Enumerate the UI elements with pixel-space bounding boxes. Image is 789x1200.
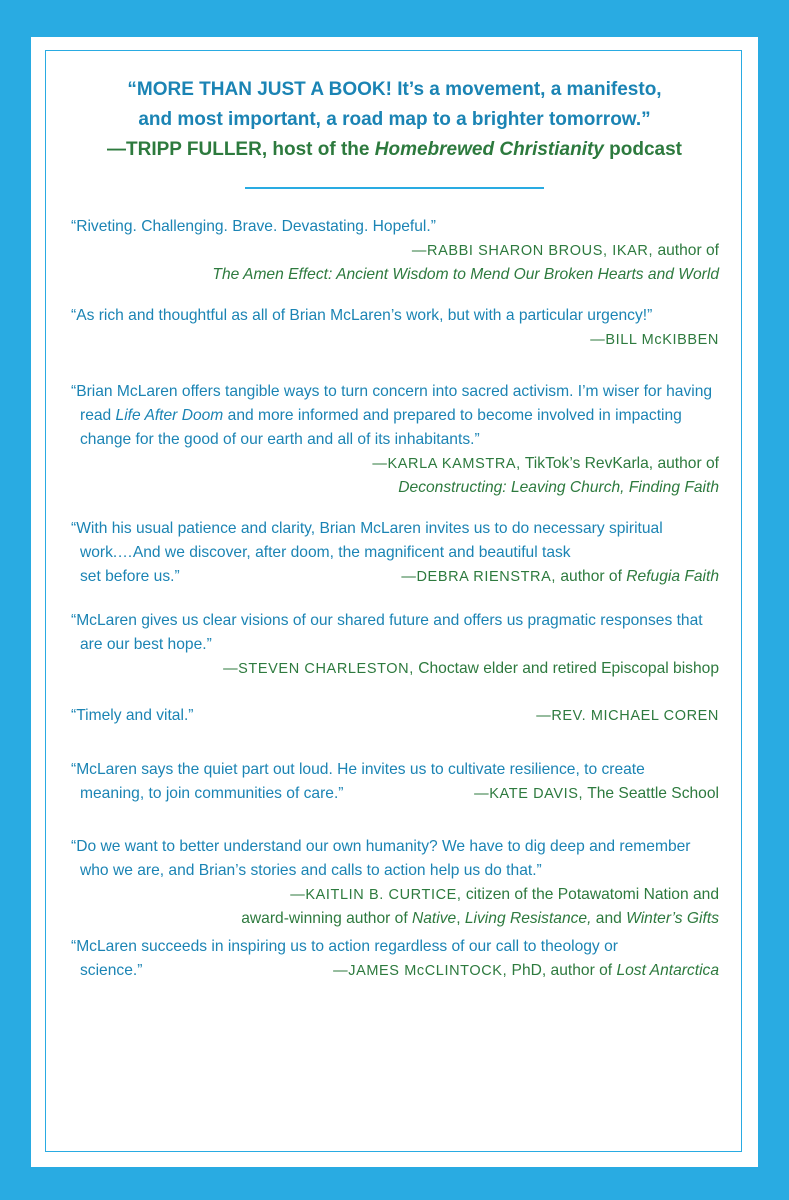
blurb-attribution: —KARLA KAMSTRA, TikTok’s RevKarla, author of [372,455,719,472]
blurb-split-line: set before us.” —DEBRA RIENSTRA, author of Refugia Faith [71,565,719,589]
blurb-mcclintock [71,935,719,983]
headline-blurb [31,75,758,165]
blurb-quote: “McLaren succeeds in inspiring us to action regardless of our call to theology or [71,938,618,955]
blurb-quote: “McLaren says the quiet part out loud. He invites us to cultivate resilience, to create [71,761,645,778]
blurb-curtice [71,835,719,931]
blurb-charleston [71,609,719,681]
blurb-brous [71,215,719,287]
headline-divider [245,187,544,189]
blurb-attribution-cont: award-winning author of Native, Living Resistance, and Winter’s Gifts [241,910,719,927]
blurb-book-title: Deconstructing: Leaving Church, Finding Faith [398,479,719,496]
blurb-quote: “Riveting. Challenging. Brave. Devastating. Hopeful.” [71,218,436,235]
blurb-attribution: —JAMES McCLINTOCK, PhD, author of Lost Antarctica [333,962,719,979]
headline-quote-line-2: and most important, a road map to a brighter tomorrow.” [138,109,651,130]
blurb-attribution: —REV. MICHAEL COREN [536,708,719,724]
blurb-coren [71,704,719,728]
blurb-rienstra [71,517,719,589]
blurb-quote: “Do we want to better understand our own humanity? We have to dig deep and remember who we are, and Brian’s stories and calls to action help us do that.” [71,838,691,879]
blurb-split-line: meaning, to join communities of care.” —KATE DAVIS, The Seattle School [71,782,719,806]
blurb-quote: “As rich and thoughtful as all of Brian McLaren’s work, but with a particular urgency!” [71,307,653,324]
blurb-attribution: —KAITLIN B. CURTICE, citizen of the Potawatomi Nation and [290,886,719,903]
blurb-kamstra [71,380,719,500]
headline-quote-line-1: “MORE THAN JUST A BOOK! It’s a movement, a manifesto, [127,79,662,100]
blurb-split-line: “Timely and vital.” —REV. MICHAEL COREN [71,704,719,728]
blurb-book-title: The Amen Effect: Ancient Wisdom to Mend Our Broken Hearts and World [212,266,719,283]
back-cover-page [31,37,758,1167]
blurb-attribution: —STEVEN CHARLESTON, Choctaw elder and retired Episcopal bishop [223,660,719,677]
blurb-attribution: —DEBRA RIENSTRA, author of Refugia Faith [401,568,719,585]
blurb-quote: “With his usual patience and clarity, Brian McLaren invites us to do necessary spiritual work.…And we discover, after doom, the magnificent and beautiful task [71,520,663,561]
blurb-davis [71,758,719,806]
blurb-split-line: science.” —JAMES McCLINTOCK, PhD, author of Lost Antarctica [71,959,719,983]
blurb-quote: “Brian McLaren offers tangible ways to turn concern into sacred activism. I’m wiser for having read Life After Doom and more informed and prepared to become involved in impacting change for the good of our earth and all of its inhabitants.” [71,383,713,448]
blurb-mckibben [71,304,719,352]
blurb-attribution: —RABBI SHARON BROUS, IKAR, author of [411,242,719,259]
blurb-quote: “McLaren gives us clear visions of our shared future and offers us pragmatic responses that are our best hope.” [71,612,703,653]
headline-attribution: —TRIPP FULLER, host of the Homebrewed Christianity podcast [107,139,682,160]
blurb-attribution: —KATE DAVIS, The Seattle School [474,785,719,802]
blurb-attribution: —BILL McKIBBEN [590,332,719,348]
